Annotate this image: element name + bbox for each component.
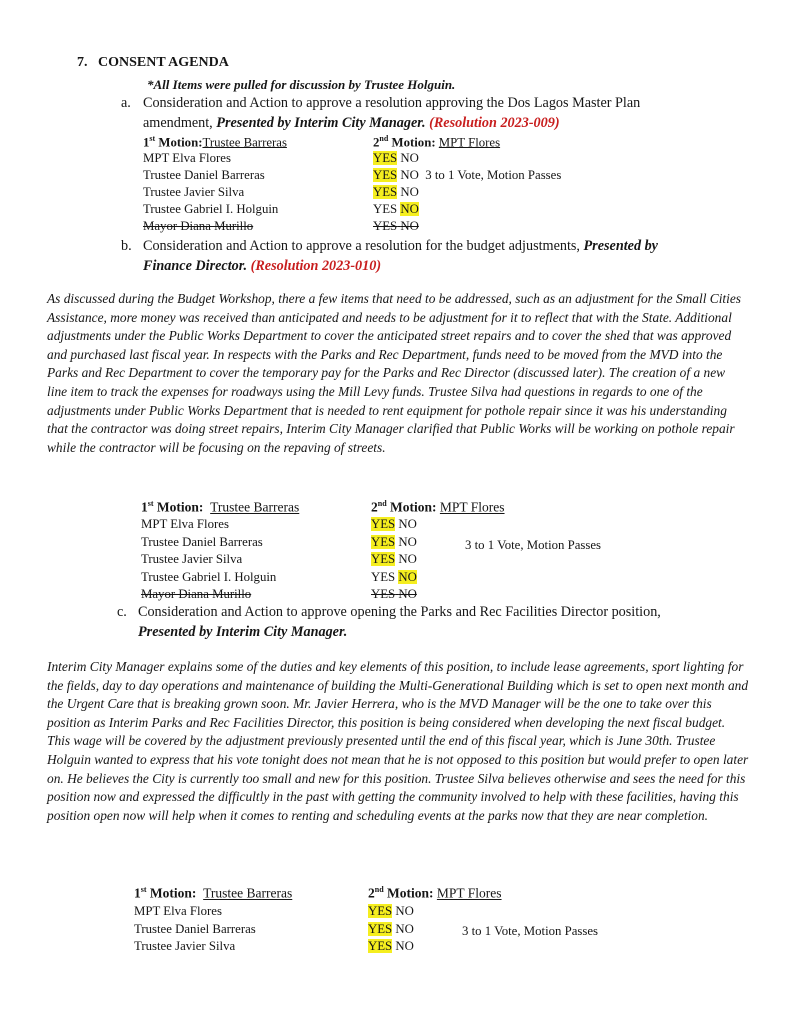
item-a-presenter: Presented by Interim City Manager.	[216, 115, 426, 131]
vote-cell: YES NO	[371, 517, 417, 531]
vote-cell: YES NO	[373, 219, 419, 233]
vote-member: Trustee Daniel Barreras	[141, 535, 263, 549]
item-a-line2	[143, 115, 560, 132]
vote-member: Trustee Gabriel I. Holguin	[143, 202, 279, 216]
item-letter: b.	[121, 238, 132, 254]
vote-cell: YES NO	[373, 202, 419, 216]
item-a-prefix: amendment,	[143, 115, 217, 131]
second-motion: 2nd Motion: MPT Flores	[368, 885, 502, 901]
discussion-note: *All Items were pulled for discussion by Trustee Holguin.	[147, 77, 456, 92]
item-a-resolution: (Resolution 2023-009)	[429, 115, 560, 131]
vote-cell: YES NO	[371, 535, 417, 549]
second-motion: 2nd Motion: MPT Flores	[373, 134, 501, 150]
vote-cell: YES NO	[371, 587, 417, 601]
discussion-paragraph-c: Interim City Manager explains some of the duties and key elements of this position, to include lease agreements, sport lighting for the fields, day to day operations and maintenance of building the Multi-Generational Building which is set to open next month and the Urgent Care that is breaking grown soon. Mr. Javier Herrera, who is the MVD Manager will be the one to take over this position as Interim Parks and Rec Facilities Director, this position is being considered when developing the next fiscal budget. This wage will be covered by the adjustment previously presented until the end of this fiscal year, which is June 30th. Trustee Holguin wanted to express that his vote tonight does not mean that he is not opposed to this position but would prefer to open later on. He believes the City is currently too small and new for this position. Trustee Silva believes otherwise and sees the need for this position now and expressed the difficultly in the past with getting the community involved to help with these facilities, having this position open now will help when it comes to renting and scheduling events at the parks now that they are near completion.	[47, 659, 749, 823]
vote-member: MPT Elva Flores	[143, 151, 231, 165]
item-b-presenter: Presented by	[583, 238, 658, 254]
item-b-line2: Finance Director. (Resolution 2023-010)	[143, 258, 382, 274]
item-a-line1: Consideration and Action to approve a resolution approving the Dos Lagos Master Plan	[143, 95, 641, 111]
vote-member: Mayor Diana Murillo	[143, 219, 254, 233]
item-b-line1: Consideration and Action to approve a resolution for the budget adjustments,	[143, 238, 584, 254]
item-c-presenter: Presented by Interim City Manager.	[138, 624, 348, 640]
vote-result: 3 to 1 Vote, Motion Passes	[462, 924, 599, 938]
item-a	[121, 95, 641, 112]
vote-cell: YES NO 3 to 1 Vote, Motion Passes	[373, 168, 562, 182]
item-letter: a.	[121, 95, 131, 111]
item-b	[121, 238, 658, 255]
section-number: 7.	[77, 55, 88, 70]
section-heading	[77, 55, 229, 71]
vote-result: 3 to 1 Vote, Motion Passes	[425, 168, 562, 182]
vote-cell: YES NO	[368, 922, 414, 936]
vote-result: 3 to 1 Vote, Motion Passes	[465, 538, 602, 552]
vote-cell: YES NO	[368, 939, 414, 953]
vote-member: MPT Elva Flores	[141, 517, 229, 531]
discussion-paragraph-b: As discussed during the Budget Workshop, there a few items that need to be addressed, such as an adjustment for the Small Cities Assistance, more money was received than anticipated and needs to be adjustment for it to reflect that with the State. Additional adjustments under the Public Works Department to cover the anticipated street repairs and to cover the shed that was approved and purchased last fiscal year. In respects with the Parks and Rec Department, funds need to be moved from the MVD into the Parks and Rec Department to cover the temporary pay for the Parks and Rec Director (discussed later). The creation of a new line item to track the expenses for roadways using the Mill Levy funds. Trustee Silva had questions in regards to one of the adjustments under Public Works Department that is needed to rent equipment for pothole repair since it was his understanding that the contractor was doing street repairs, Interim City Manager clarified that Public Works will be working on pothole repair while the contractor will be focusing on the repaving of streets.	[47, 291, 742, 455]
vote-cell: YES NO	[371, 570, 417, 584]
vote-member: Trustee Gabriel I. Holguin	[141, 570, 277, 584]
item-c-line1: Consideration and Action to approve opening the Parks and Rec Facilities Director position,	[138, 604, 661, 620]
first-motion: 1st Motion:Trustee Barreras	[143, 134, 287, 150]
first-motion: 1st Motion: Trustee Barreras	[141, 499, 300, 515]
vote-member: Trustee Daniel Barreras	[143, 168, 265, 182]
vote-member: Trustee Javier Silva	[134, 939, 236, 953]
item-b-resolution: (Resolution 2023-010)	[250, 258, 382, 274]
second-motion: 2nd Motion: MPT Flores	[371, 499, 505, 515]
item-c	[117, 604, 661, 621]
first-motion: 1st Motion: Trustee Barreras	[134, 885, 293, 901]
vote-member: Trustee Daniel Barreras	[134, 922, 256, 936]
vote-cell: YES NO	[368, 904, 414, 918]
item-letter: c.	[117, 604, 127, 620]
vote-member: Trustee Javier Silva	[143, 185, 245, 199]
vote-cell: YES NO	[371, 552, 417, 566]
section-title: CONSENT AGENDA	[98, 55, 229, 70]
vote-cell: YES NO	[373, 185, 419, 199]
vote-cell: YES NO	[373, 151, 419, 165]
vote-member: MPT Elva Flores	[134, 904, 222, 918]
vote-member: Trustee Javier Silva	[141, 552, 243, 566]
vote-member: Mayor Diana Murillo	[141, 587, 252, 601]
